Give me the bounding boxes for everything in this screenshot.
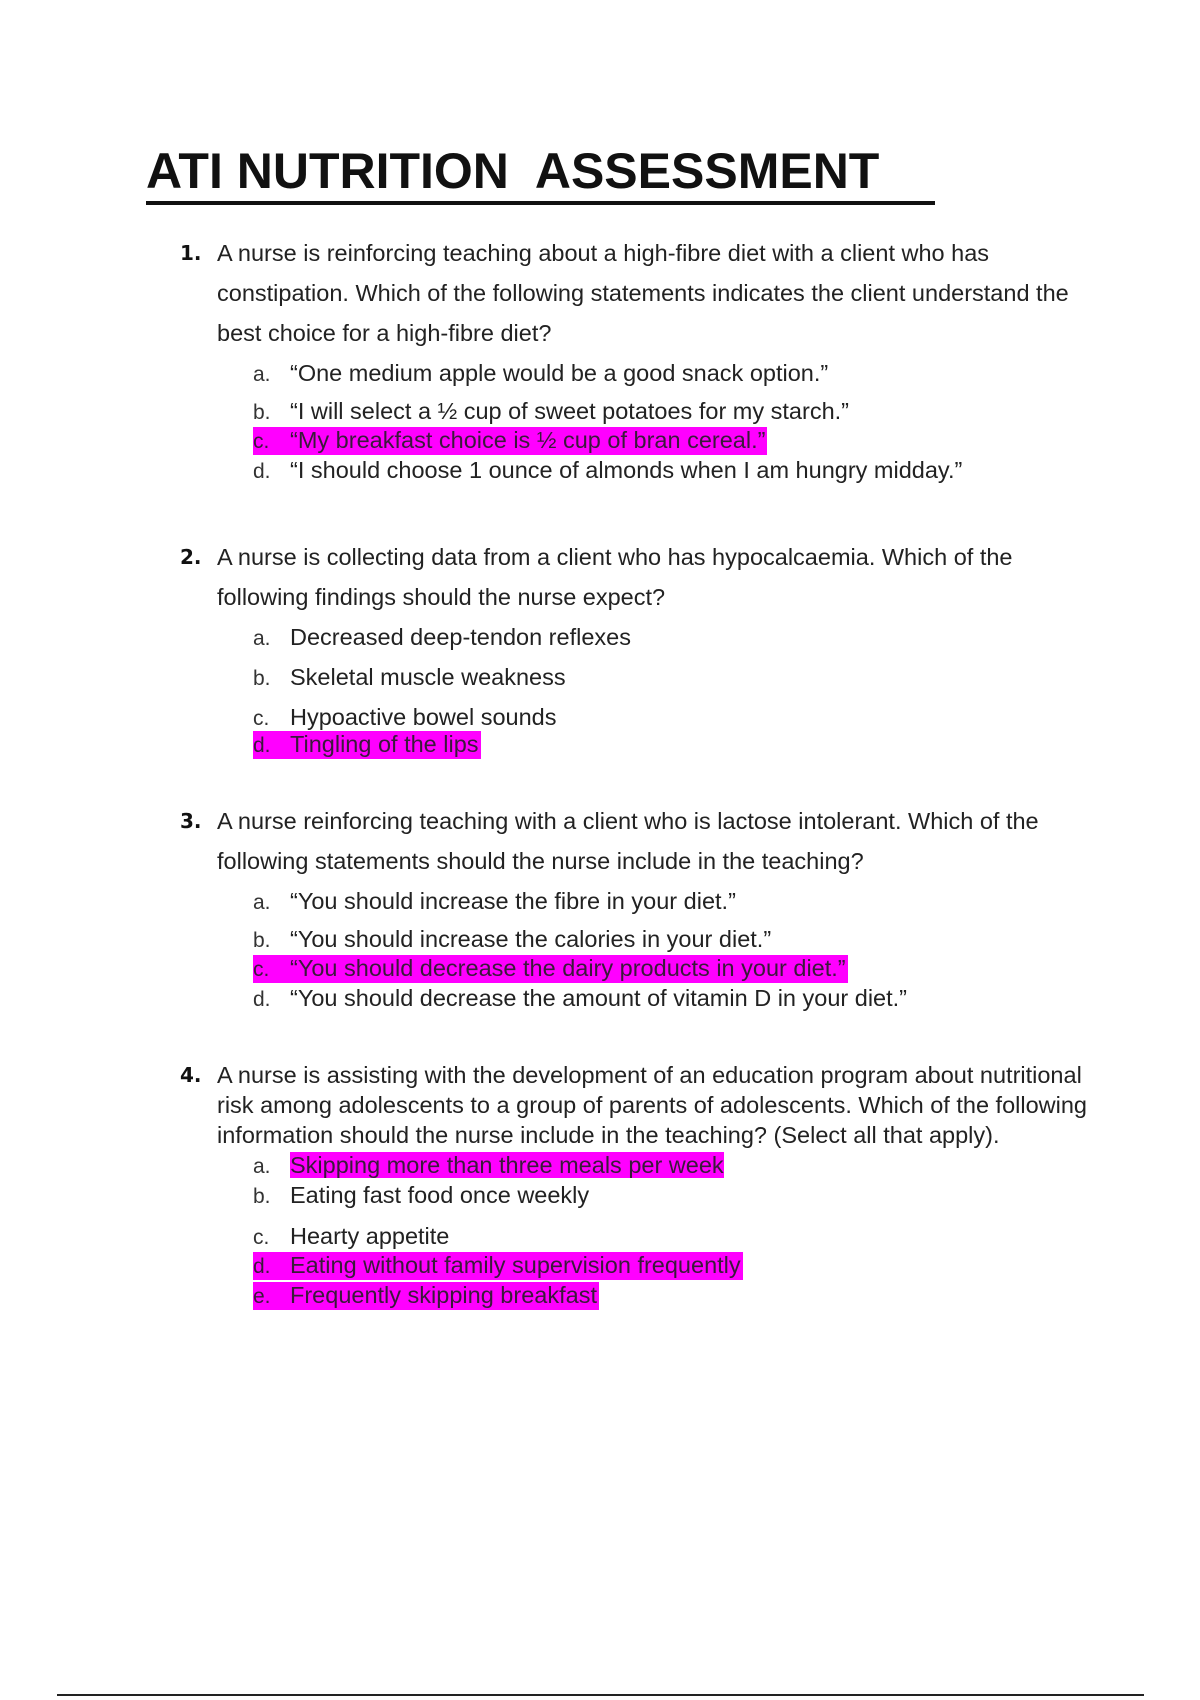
answer-option-c[interactable] bbox=[253, 1210, 1090, 1250]
option-text: Skeletal muscle weakness bbox=[290, 664, 566, 690]
answer-option-a[interactable] bbox=[253, 881, 1090, 921]
option-letter: a. bbox=[253, 627, 271, 650]
answer-option-b[interactable] bbox=[253, 921, 1090, 953]
question-3 bbox=[180, 801, 1090, 1013]
question-text: A nurse is collecting data from a client who has hypocalcaemia. Which of the following findings should the nurse expect? bbox=[217, 544, 1013, 610]
option-text: “You should increase the fibre in your diet.” bbox=[290, 888, 736, 914]
answer-option-d-correct[interactable] bbox=[253, 1250, 1090, 1280]
option-text: “You should decrease the amount of vitamin D in your diet.” bbox=[290, 985, 908, 1011]
option-letter: a. bbox=[253, 1155, 271, 1178]
title-underline bbox=[146, 201, 935, 205]
question-number: 1. bbox=[180, 241, 202, 265]
answer-highlight bbox=[253, 1282, 599, 1310]
question-4 bbox=[180, 1060, 1090, 1310]
option-text: Frequently skipping breakfast bbox=[290, 1282, 597, 1308]
answer-option-c-correct[interactable] bbox=[253, 425, 1090, 455]
answer-highlight bbox=[253, 427, 767, 455]
option-text: Hypoactive bowel sounds bbox=[290, 704, 557, 730]
answer-option-a[interactable] bbox=[253, 617, 1090, 657]
question-text: A nurse is reinforcing teaching about a high-fibre diet with a client who has constipation. Which of the following statements indicates the client understand the best choice for a high-fibre diet? bbox=[217, 240, 1069, 346]
option-letter: b. bbox=[253, 401, 271, 424]
answer-option-e-correct[interactable] bbox=[253, 1280, 1090, 1310]
answer-highlight bbox=[253, 1252, 743, 1280]
option-text: Eating fast food once weekly bbox=[290, 1182, 590, 1208]
answer-options bbox=[253, 881, 1090, 1013]
answer-option-b[interactable] bbox=[253, 1180, 1090, 1210]
answer-highlight bbox=[253, 731, 481, 759]
question-number: 2. bbox=[180, 545, 202, 569]
answer-option-c-correct[interactable] bbox=[253, 953, 1090, 983]
answer-option-a-correct[interactable] bbox=[253, 1150, 1090, 1180]
answer-option-b[interactable] bbox=[253, 657, 1090, 697]
answer-option-a[interactable] bbox=[253, 353, 1090, 393]
answer-option-d[interactable] bbox=[253, 455, 1090, 485]
option-text: Decreased deep-tendon reflexes bbox=[290, 624, 631, 650]
option-text: “My breakfast choice is ½ cup of bran cereal.” bbox=[290, 427, 766, 453]
option-letter: d. bbox=[253, 988, 271, 1011]
answer-options bbox=[253, 353, 1090, 485]
option-letter: d. bbox=[253, 1255, 271, 1278]
option-text: Skipping more than three meals per week bbox=[290, 1152, 724, 1178]
option-letter: c. bbox=[253, 707, 270, 730]
option-text: “I should choose 1 ounce of almonds when I am hungry midday.” bbox=[290, 457, 963, 483]
option-text: Tingling of the lips bbox=[290, 731, 479, 757]
option-text: Hearty appetite bbox=[290, 1223, 450, 1249]
answer-options bbox=[253, 1150, 1090, 1310]
option-letter: a. bbox=[253, 891, 271, 914]
option-text: “You should increase the calories in your diet.” bbox=[290, 926, 772, 952]
option-letter: d. bbox=[253, 734, 271, 757]
option-letter: b. bbox=[253, 929, 271, 952]
document-title: ATI NUTRITION ASSESSMENT bbox=[146, 143, 880, 199]
option-letter: e. bbox=[253, 1285, 271, 1308]
footer-rule bbox=[57, 1694, 1144, 1696]
option-letter: c. bbox=[253, 430, 270, 453]
answer-option-d[interactable] bbox=[253, 983, 1090, 1013]
option-letter: c. bbox=[253, 1226, 270, 1249]
question-1 bbox=[180, 233, 1090, 485]
option-text: “I will select a ½ cup of sweet potatoes for my starch.” bbox=[290, 398, 849, 424]
answer-options bbox=[253, 617, 1090, 759]
option-text: “One medium apple would be a good snack option.” bbox=[290, 360, 829, 386]
option-letter: b. bbox=[253, 1185, 271, 1208]
option-letter: a. bbox=[253, 363, 271, 386]
option-letter: d. bbox=[253, 460, 271, 483]
question-number: 3. bbox=[180, 809, 202, 833]
option-text: “You should decrease the dairy products in your diet.” bbox=[290, 955, 846, 981]
question-text: A nurse is assisting with the development of an education program about nutritional risk among adolescents to a group of parents of adolescents. Which of the following information should the nurse include in the teaching? (Select all that apply). bbox=[217, 1062, 1087, 1148]
question-2 bbox=[180, 537, 1090, 759]
answer-option-c[interactable] bbox=[253, 697, 1090, 729]
option-letter: b. bbox=[253, 667, 271, 690]
answer-highlight bbox=[253, 955, 848, 983]
option-letter: c. bbox=[253, 958, 270, 981]
answer-option-b[interactable] bbox=[253, 393, 1090, 425]
option-text: Eating without family supervision frequently bbox=[290, 1252, 741, 1278]
question-number: 4. bbox=[180, 1063, 202, 1087]
answer-option-d-correct[interactable] bbox=[253, 729, 1090, 759]
question-text: A nurse reinforcing teaching with a client who is lactose intolerant. Which of the following statements should the nurse include in the teaching? bbox=[217, 808, 1039, 874]
